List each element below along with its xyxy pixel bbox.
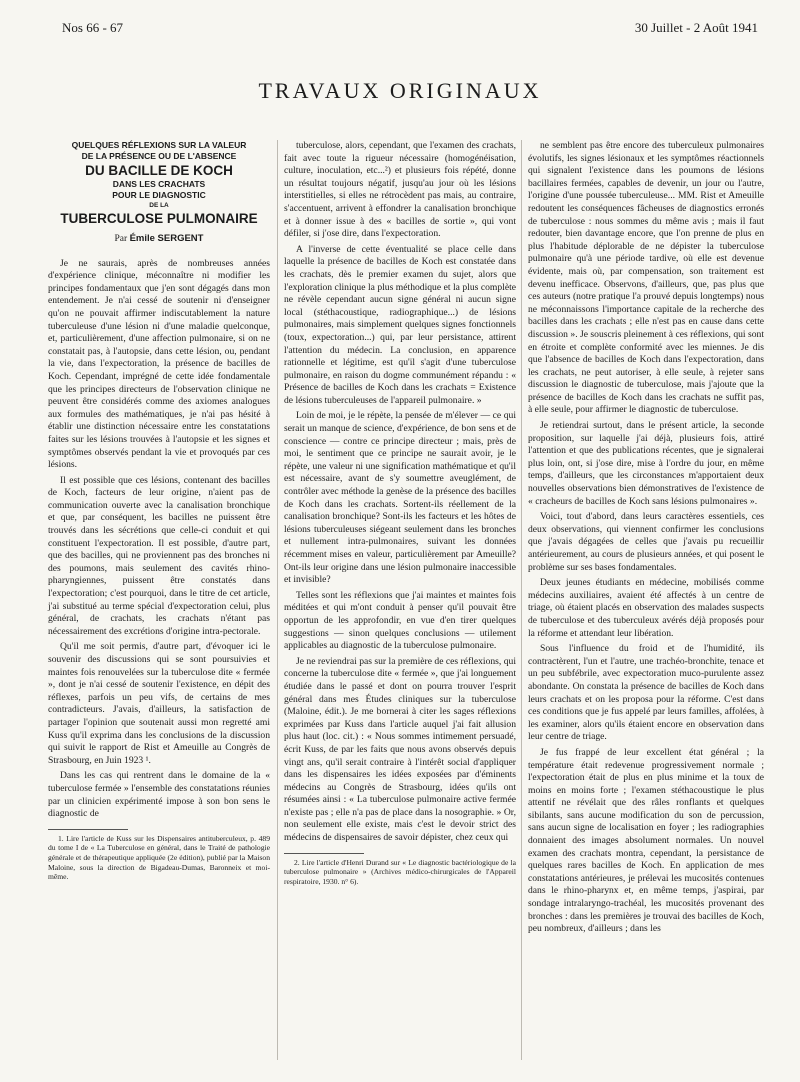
column-3 <box>528 140 764 936</box>
footnote: 2. Lire l'article d'Henri Durand sur « Le diagnostic bactériologique de la tuberculose pulmonaire » (Archives médico-chirurgicales de l'Appareil respiratoire, 1930. n° 6). <box>284 857 516 886</box>
byline <box>48 233 270 246</box>
paragraph: Je fus frappé de leur excellent état général ; la température était redevenue progressivement normale ; l'expectoration était de plus en plus minime et la toux de moins en moins forte ; l'examen stéthacoustique le plus attentif ne révélait que des râles ronflants et quelques sibilants, sans aucune modification du son de percussion, sans aucun signe de localisation en foyer ; les radiographies donnaient des images absolument normales. Un nouvel examen des crachats montra, cependant, la persistance de quelques rares bacilles de Koch. En application de mes constatations antérieures, je prélevai les mucosités contenues dans le rhino-pharynx et, en même temps, j'aspirai, par sondage intralaryngo-trachéal, les mucosités provenant des bronches : dans les premières je trouvai des bacilles de Koch, peu nombreux, d'ailleurs ; dans les <box>528 746 764 935</box>
title-line: DE LA PRÉSENCE OU DE L'ABSENCE <box>81 151 237 161</box>
paragraph: Qu'il me soit permis, d'autre part, d'évoquer ici le souvenir des discussions qui se sont poursuivies et maintes fois renouvelées sur la tuberculose dite « fermée », dont je n'ai cessé de soutenir l'existence, en dépit des réflexes, parfois un peu vifs, de certains de mes contradicteurs. J'avais, d'ailleurs, la satisfaction de partager l'opinion que soutenait aussi mon regretté ami Kuss qu'il exprima dans les conclusions de la discussion qui suivit le rapport de Rist et Ameuille au Congrès de Strasbourg, en Juin 1923 ¹. <box>48 641 270 766</box>
column-rule <box>277 140 278 1060</box>
paragraph: tuberculose, alors, cependant, que l'examen des crachats, fait avec toute la rigueur nécessaire (homogénéisation, culture, inoculation, etc...²) et plusieurs fois répété, donne un résultat toujours négatif, jusqu'au jour où les lésions interstitielles, si elles ne rétrocèdent pas mais, au contraire, s'accentuent, arrivent à effondrer la canalisation bronchique et à donner issue à des « bacilles de sortie », qui vont défiler, si j'ose dire, dans l'expectoration. <box>284 140 516 240</box>
paragraph: Loin de moi, je le répète, la pensée de m'élever — ce qui serait un manque de science, d'expérience, de bon sens et de conscience — contre ce principe directeur ; mais, près de moi, le sentiment que ce principe ne saurait avoir, je le répète, une valeur ni une signification mathématique et qu'il est nécessaire, avant de s'y soumettre aveuglément, de contrôler avec méthode la genèse de la présence des bacilles de Koch dans les crachats. Sortent-ils réellement de la canalisation bronchique? Sont-ils les facteurs et les hôtes de lésions tuberculeuses siégeant seulement dans les bronches et nullement intra-pulmonaires, suivant les données récemment mises en valeur, particulièrement par Ameuille? Ont-ils leur origine dans une lésion pulmonaire inaccessible et invisible? <box>284 410 516 586</box>
paragraph: A l'inverse de cette éventualité se place celle dans laquelle la présence de bacilles de Koch est constatée dans les crachats, dès le premier examen du sujet, alors que l'exploration clinique la plus méthodique et la plus complète ne révèle cependant aucun signe général ni aucun signe local (stéthacoustique, radiographique...) de lésions pulmonaires, mais simplement quelques signes fonctionnels (toux, expectoration...) qui, par leur persistance, attirent l'attention du médecin. La conclusion, en apparence rationnelle et légitime, est qu'il s'agit d'une tuberculose pulmonaire, en raison du dogme communément répandu : « Présence de bacilles de Koch dans les crachats = Existence de lésions tuberculeuses de l'appareil pulmonaire. » <box>284 243 516 406</box>
paragraph: Je ne reviendrai pas sur la première de ces réflexions, qui concerne la tuberculose dite « fermée », que j'ai longuement étudiée dans le passé et dont on pourra trouver l'esprit général dans mes Études cliniques sur la tuberculose (Maloine, édit.). Je me bornerai à citer les sages réflexions exprimées par Kuss dans l'article auquel j'ai fait allusion plus haut (loc. cit.) : « Nous sommes intimement persuadé, écrit Kuss, de par les faits que nous avons observés depuis vingt ans, qu'il serait contraire à l'intérêt social d'appliquer dans les dispensaires les idées exposées par d'éminents médecins au Congrès de Strasbourg, idées qu'ils ont résumées ainsi : « La tuberculose pulmonaire active fermée n'existe pas ; elle n'a pas de place dans la nosographie. » Or, non seulement elle existe, mais c'est le devoir strict des médecins de dispensaires de savoir dépister, chez ceux qui <box>284 655 516 844</box>
paragraph: Sous l'influence du froid et de l'humidité, ils contractèrent, l'un et l'autre, une trachéo-bronchite, tenace et un peu subfébrile, avec expectoration muco-purulente assez abondante. On constata la présence de bacilles de Koch dans leurs crachats et on les proposa pour la réforme. C'est dans ces conditions que je fus appelé par leurs familles, affolées, à les examiner, alors qu'ils étaient encore en observation dans leur centre de triage. <box>528 643 764 743</box>
title-line: DE LA <box>149 202 169 209</box>
paragraph: Il est possible que ces lésions, contenant des bacilles de Koch, facteurs de leur origine, n'aient pas de communication ouverte avec la canalisation bronchique et que, par conséquent, les bacilles ne puissent être trouvés dans les sécrétions que celle-ci conduit et qui constituent l'expectoration. Il est possible, d'autre part, que des bacilles, qui ne proviennent pas des bronches ni des poumons, mais seulement des cavités rhino-pharyngiennes, puissent être constatés dans l'expectoration; c'est pourquoi, dans le titre de cet article, j'ai substitué au terme spécial d'expectoration celui, plus général, de crachats, les crachats n'étant pas nécessairement des excrétions d'origine intra-pectorale. <box>48 474 270 637</box>
paragraph: Voici, tout d'abord, dans leurs caractères essentiels, ces deux observations, qui viennent confirmer les conclusions que j'avais dégagées de celles que j'avais pu recueillir antérieurement, au cours de plusieurs années, et qui posent le problème sur ses bases fondamentales. <box>528 511 764 573</box>
title-line: POUR LE DIAGNOSTIC <box>112 190 206 200</box>
title-line: DANS LES CRACHATS <box>112 179 206 189</box>
byline-prefix: Par <box>114 234 128 244</box>
paragraph: Dans les cas qui rentrent dans le domaine de la « tuberculose fermée » l'ensemble des constatations réunies par un clinicien expérimenté impose à son bon sens le diagnostic de <box>48 770 270 820</box>
column-rule <box>521 140 522 1060</box>
title-line: TUBERCULOSE PULMONAIRE <box>60 211 258 226</box>
section-rubric: TRAVAUX ORIGINAUX <box>258 78 542 103</box>
paragraph: ne semblent pas être encore des tuberculeux pulmonaires évolutifs, les signes lésionaux et les symptômes réactionnels qui signalent l'existence dans les poumons de lésions bacillaires fermées, capables de devenir, un jour ou l'autre, l'origine d'une poussée tuberculeuse... MM. Rist et Ameuille redoutent les conséquences fâcheuses de diagnostics erronés de tuberculose : nous sommes du même avis ; mais il faut redouter, bien davantage encore, que l'on prenne de plus en plus l'habitude déplorable de ne dépister la tuberculose pulmonaire qu'à une période tardive, où elle est devenue évidente, mais où, par compensation, son traitement est devenu inefficace. Observons, d'ailleurs, que, pas plus que ces auteurs (notre pratique l'a prouvé depuis longtemps) nous ne méconnaissons l'importance capitale de la recherche des bacilles dans les crachats ; elle n'est pas en cause dans cette discussion ». Je souscris pleinement à ces réflexions, qui sont en étroite et complète conformité avec les miennes. Je dis que l'absence de bacilles de Koch dans l'expectoration, dans les crachats, ne peut autoriser, à elle seule, à rejeter sans discussion le diagnostic de tuberculose, mais j'ajoute que la présence de bacilles de Koch dans les crachats ne suffit pas, à elle seule, pour affirmer le diagnostic de tuberculose. <box>528 140 764 416</box>
paragraph: Je ne saurais, après de nombreuses années d'expérience clinique, méconnaître ni modifier les principes fondamentaux que j'en sont dégagés dans mon entendement. Je n'ai cessé de soutenir ni d'enseigner qu'on ne pouvait affirmer indiscutablement la nature tuberculeuse d'une lésion ni d'une maladie quelconque, et, particulièrement, d'une affection pulmonaire, si on ne constatait pas, à l'autopsie, dans cette lésion, ou, pendant la vie, dans l'expectoration, la présence de bacilles de Koch. Cependant, imprégné de cette idée fondamentale que les principes directeurs de l'observation clinique ne peuvent être considérés comme des axiomes analogues aux formules des mathématiques, je n'ai pas hésité à établir une distinction nécessaire entre les constatations faites sur les lésions trouvées à l'autopsie et les signes et symptômes observés pendant la vie et provoqués par ces lésions. <box>48 257 270 471</box>
author-name: Émile SERGENT <box>129 233 204 244</box>
footnote-rule <box>48 829 128 830</box>
title-line: QUELQUES RÉFLEXIONS SUR LA VALEUR <box>71 140 247 150</box>
paragraph: Deux jeunes étudiants en médecine, mobilisés comme médecins auxiliaires, avaient été affectés à un centre de triage, où étaient placés en observation des malades suspects de tuberculose et des tuberculeux avérés déjà proposés pour la réforme et attendant leur libération. <box>528 577 764 639</box>
issue-number: Nos 66 - 67 <box>62 20 124 35</box>
article-title <box>48 140 270 227</box>
title-line: DU BACILLE DE KOCH <box>85 163 233 178</box>
column-1 <box>48 140 270 882</box>
issue-date: 30 Juillet - 2 Août 1941 <box>634 20 758 35</box>
footnote: 1. Lire l'article de Kuss sur les Dispensaires antituberculeux, p. 489 du tome I de « La Tuberculose en général, dans le Traité de pathologie générale et de thérapeutique appliquée (2e édition), publié par la Maison Maloine, sous la direction de Bigadeau-Dumas, Baronneix et moi-même. <box>48 833 270 882</box>
paragraph: Je retiendrai surtout, dans le présent article, la seconde proposition, sur laquelle j'ai déjà, plusieurs fois, attiré l'attention et que des publications récentes, que je signalerai plus loin, ont, si j'ose dire, mise à l'ordre du jour, en même temps, d'ailleurs, que les circonstances m'apportaient deux nouvelles observations bien démonstratives de l'existence de « cracheurs de bacilles de Koch sans lésions pulmonaires ». <box>528 420 764 507</box>
footnote-rule <box>284 853 364 854</box>
paragraph: Telles sont les réflexions que j'ai maintes et maintes fois méditées et qui m'ont conduit à penser qu'il pouvait être opportun de les approfondir, en vue d'en tirer quelques suggestions — sinon quelques conclusions — utilement applicables au diagnostic de la tuberculose pulmonaire. <box>284 589 516 652</box>
column-2 <box>284 140 516 886</box>
